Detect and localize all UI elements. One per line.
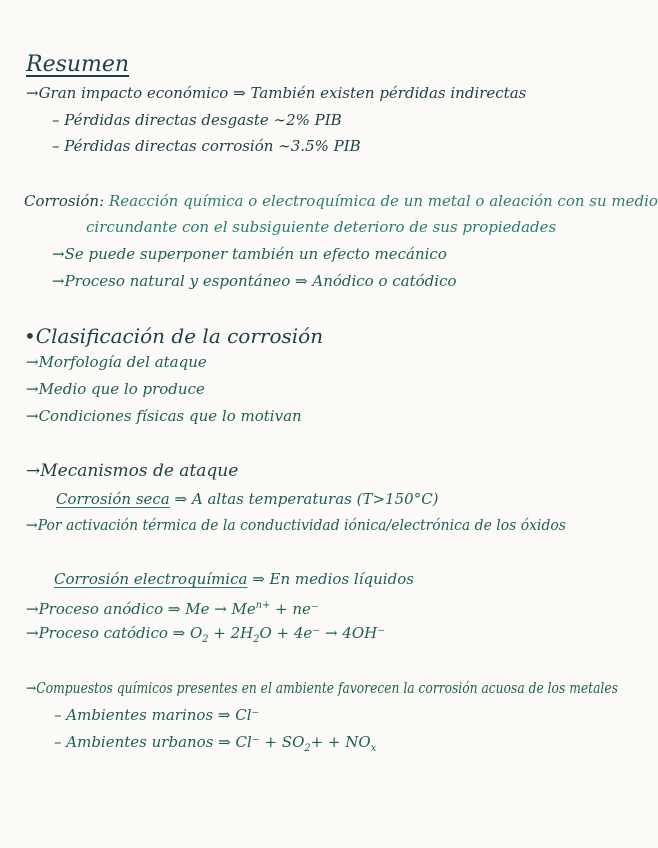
impacto-main-line [26, 84, 526, 102]
corrosion-seca-detail: →Por activación térmica de la conductividad iónica/electrónica de los óxidos [26, 516, 566, 534]
catodico-suffix: O + 4e⁻ → 4OH⁻ [259, 624, 386, 642]
anodico-prefix: →Proceso anódico ⇒ Me → Me [26, 600, 256, 618]
clasificacion-item: →Condiciones físicas que lo motivan [26, 407, 302, 425]
anodico-suffix: + ne⁻ [270, 600, 319, 618]
anodico-sup: n+ [255, 600, 271, 611]
urbanos-sub: 2 [304, 743, 311, 754]
proceso-catodico [26, 624, 385, 649]
impacto-item: – Pérdidas directas corrosión ∼3.5% PIB [52, 137, 361, 155]
ambiente-main: →Compuestos químicos presentes en el ambiente favorecen la corrosión acuosa de los metales [26, 679, 618, 697]
page-title: Resumen [26, 52, 130, 77]
corrosion-label: Corrosión: [24, 192, 105, 210]
corrosion-def-2: circundante con el subsiguiente deterioro de sus propiedades [86, 218, 557, 236]
corrosion-electro-label: Corrosión electroquímica [54, 570, 248, 588]
catodico-sub: 2 [253, 634, 260, 645]
impacto-item: – Pérdidas directas desgaste ∼2% PIB [52, 111, 342, 129]
corrosion-definition-line [24, 192, 658, 210]
ambiente-marinos: – Ambientes marinos ⇒ Cl⁻ [54, 706, 260, 724]
corrosion-electro-line [54, 570, 414, 588]
corrosion-seca-line [56, 490, 439, 508]
impacto-main-text: →Gran impacto económico ⇒ También existen pérdidas indirectas [26, 84, 527, 102]
urbanos-sub: x [370, 743, 377, 754]
urbanos-prefix: – Ambientes urbanos ⇒ Cl⁻ + SO [54, 733, 305, 751]
catodico-sub: 2 [202, 634, 209, 645]
clasificacion-heading: •Clasificación de la corrosión [24, 324, 324, 348]
corrosion-point: →Proceso natural y espontáneo ⇒ Anódico o catódico [52, 272, 457, 290]
corrosion-seca-rest: ⇒ A altas temperaturas (T>150°C) [169, 490, 439, 508]
clasificacion-item: →Morfología del ataque [26, 353, 207, 371]
catodico-mid: + 2H [208, 624, 254, 642]
corrosion-def-1: Reacción química o electroquímica de un metal o aleación con su medio [108, 192, 658, 210]
corrosion-point: →Se puede superponer también un efecto mecánico [52, 245, 447, 263]
corrosion-seca-label: Corrosión seca [56, 490, 170, 508]
proceso-anodico [26, 597, 319, 618]
ambiente-urbanos [54, 733, 376, 758]
clasificacion-item: →Medio que lo produce [26, 380, 205, 398]
corrosion-electro-rest: ⇒ En medios líquidos [247, 570, 414, 588]
mecanismos-heading: →Mecanismos de ataque [26, 461, 239, 481]
catodico-prefix: →Proceso catódico ⇒ O [26, 624, 203, 642]
urbanos-mid: + + NO [310, 733, 371, 751]
